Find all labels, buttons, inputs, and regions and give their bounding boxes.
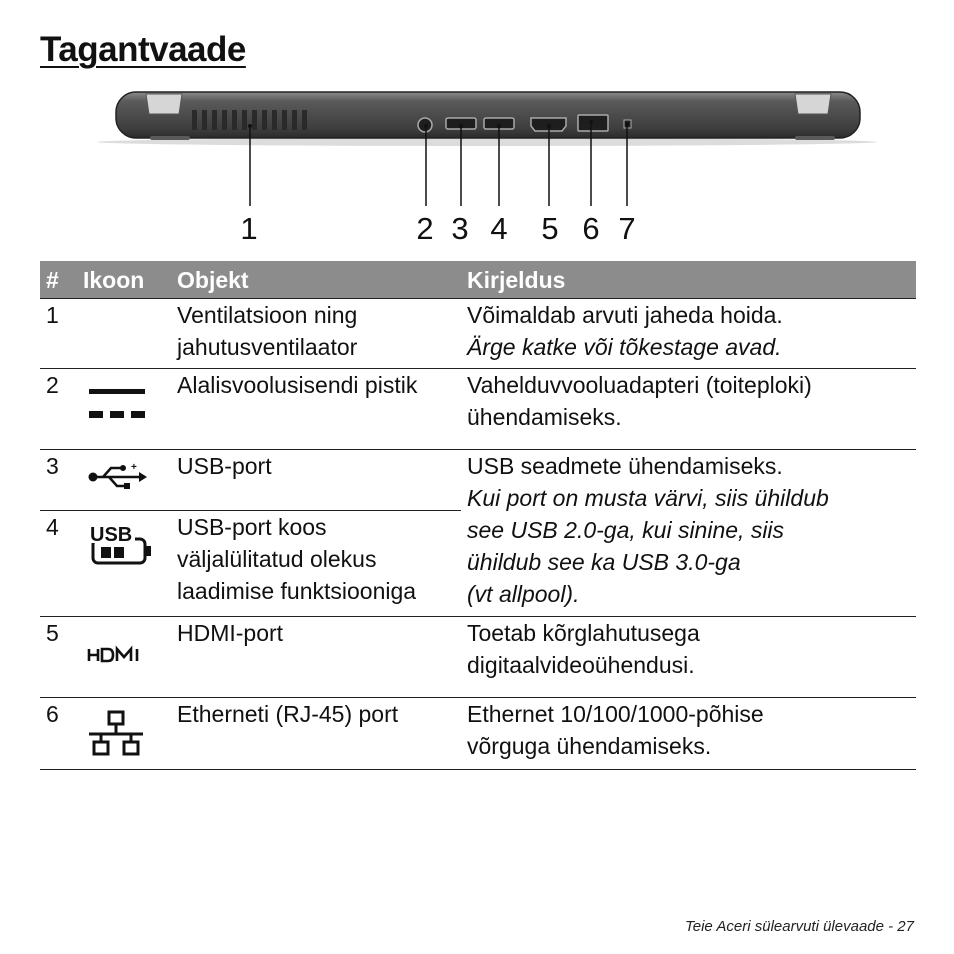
- table-header-row: [40, 261, 916, 299]
- left-foot: [150, 136, 190, 140]
- right-foot: [795, 136, 835, 140]
- usb-icon: [87, 460, 147, 494]
- laptop-rear-view-diagram: [0, 80, 954, 260]
- row-num: 4: [40, 511, 77, 617]
- callout-2: 2: [416, 211, 434, 246]
- header-object: Objekt: [171, 261, 461, 299]
- row-description: Vahelduvvooluadapteri (toiteploki) ühendamiseks.: [461, 369, 916, 450]
- row-description: USB seadmete ühendamiseks. Kui port on musta värvi, siis ühildub see USB 2.0-ga, kui sinine, siis ühildub see ka USB 3.0-ga (vt allpool).: [461, 450, 916, 617]
- row-object: Ventilatsioon ning jahutusventilaator: [171, 299, 461, 369]
- table-row: [40, 617, 916, 698]
- row-num: 5: [40, 617, 77, 698]
- callout-3: 3: [451, 211, 469, 246]
- right-hinge: [795, 94, 831, 114]
- laptop-body: [116, 92, 860, 138]
- table-row: [40, 698, 916, 770]
- row-description: Võimaldab arvuti jaheda hoida. Ärge katke või tõkestage avad.: [461, 299, 916, 369]
- header-description: Kirjeldus: [461, 261, 916, 299]
- table-row: [40, 369, 916, 450]
- row-object: Alalisvoolusisendi pistik: [171, 369, 461, 450]
- row-object: HDMI-port: [171, 617, 461, 698]
- ports-table: [40, 261, 916, 770]
- row-num: 3: [40, 450, 77, 511]
- ethernet-icon: [87, 710, 147, 760]
- header-icon: Ikoon: [77, 261, 171, 299]
- row-num: 1: [40, 299, 77, 369]
- row-description: Toetab kõrglahutusega digitaalvideoühendusi.: [461, 617, 916, 698]
- svg-text:+: +: [131, 462, 137, 473]
- callout-5: 5: [541, 211, 559, 246]
- hdmi-icon: [87, 637, 149, 673]
- callout-4: 4: [490, 211, 508, 246]
- row-num: 2: [40, 369, 77, 450]
- header-num: #: [40, 261, 77, 299]
- page-title: Tagantvaade: [40, 30, 246, 69]
- left-hinge: [146, 94, 182, 114]
- ethernet-port: [578, 115, 608, 131]
- callout-1: 1: [240, 211, 258, 246]
- row-object: USB-port: [171, 450, 461, 511]
- svg-text:USB: USB: [90, 524, 133, 546]
- callout-6: 6: [582, 211, 600, 246]
- row-description: Ethernet 10/100/1000-põhise võrguga ühendamiseks.: [461, 698, 916, 770]
- callout-7: 7: [618, 211, 636, 246]
- laptop-shadow: [97, 138, 877, 146]
- row-num: 6: [40, 698, 77, 770]
- row-object: USB-port koos väljalülitatud olekus laadimise funktsiooniga: [171, 511, 461, 617]
- row-object: Etherneti (RJ-45) port: [171, 698, 461, 770]
- table-row: [40, 299, 916, 369]
- dc-power-icon: [87, 379, 147, 419]
- row-icon-empty: [77, 299, 171, 369]
- usb-charge-icon: [87, 521, 153, 565]
- page-footer: Teie Aceri sülearvuti ülevaade - 27: [684, 918, 914, 935]
- table-row: [40, 450, 916, 511]
